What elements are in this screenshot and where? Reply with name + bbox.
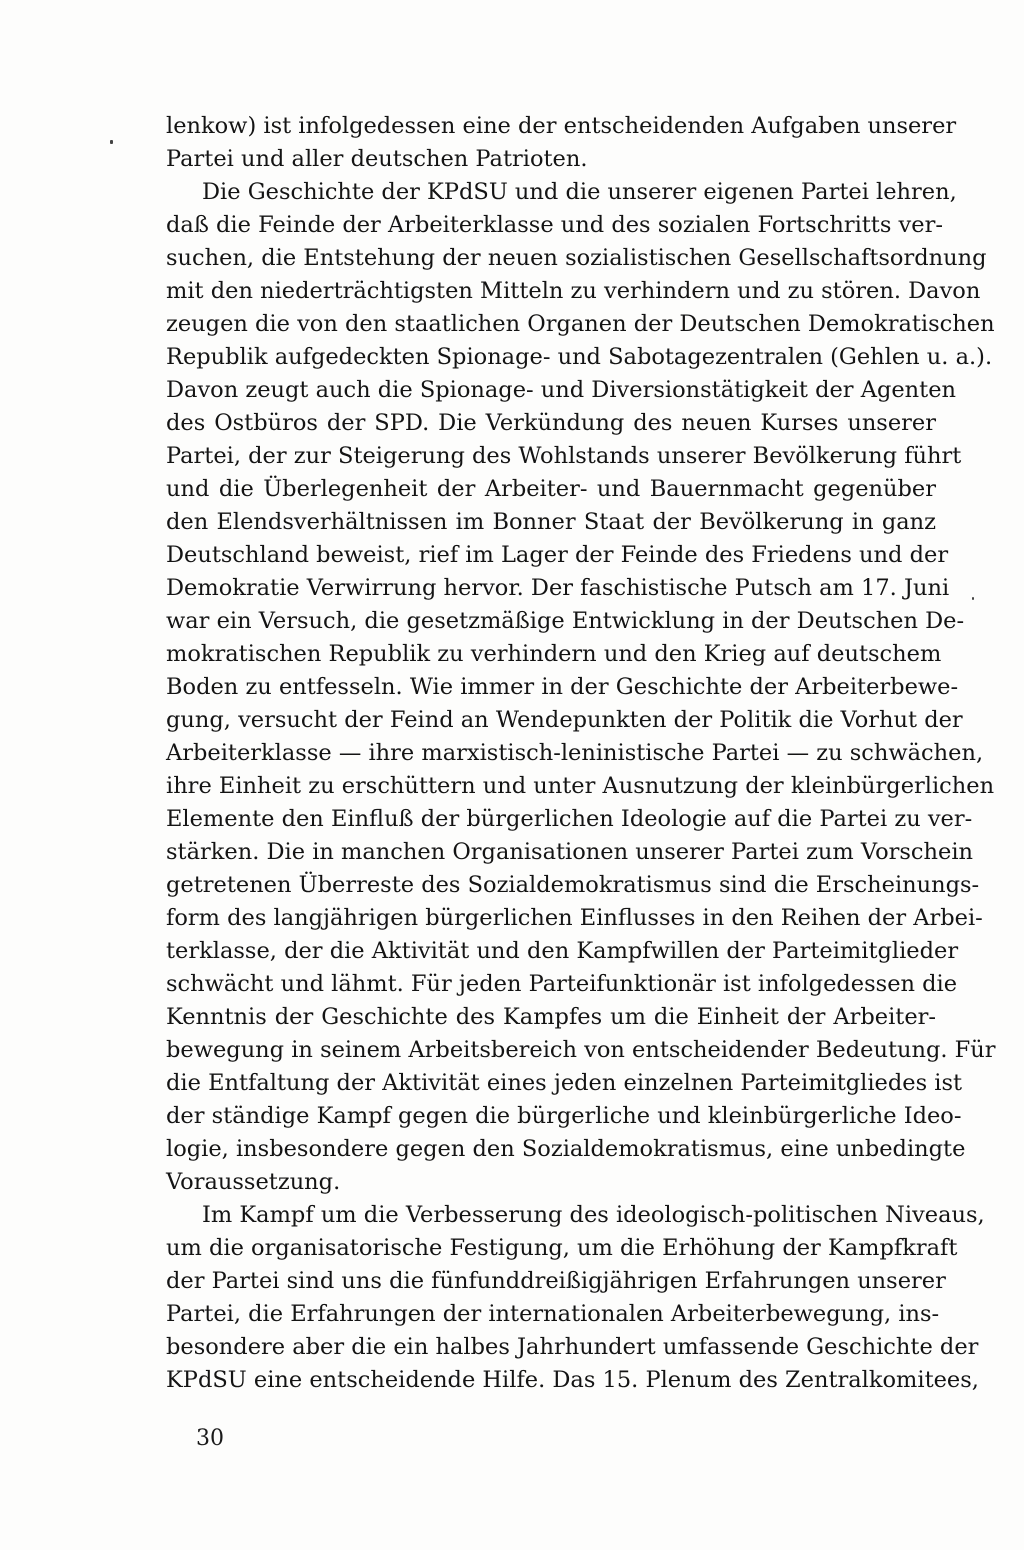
text-line: KPdSU eine entscheidende Hilfe. Das 15. Plenum des Zentralkomitees,	[166, 1367, 979, 1393]
text-line: Demokratie Verwirrung hervor. Der faschistische Putsch am 17. Juni	[166, 575, 950, 601]
text-line: Partei, der zur Steigerung des Wohlstands unserer Bevölkerung führt	[166, 443, 962, 469]
text-line: Republik aufgedeckten Spionage- und Sabotagezentralen (Gehlen u. a.).	[166, 344, 993, 370]
text-line: form des langjährigen bürgerlichen Einflusses in den Reihen der Arbei-	[166, 905, 983, 931]
text-line: daß die Feinde der Arbeiterklasse und des sozialen Fortschritts ver-	[166, 212, 943, 238]
text-line: mokratischen Republik zu verhindern und den Krieg auf deutschem	[166, 641, 942, 667]
text-line: den Elendsverhältnissen im Bonner Staat der Bevölkerung in ganz	[166, 509, 936, 535]
text-line: Voraussetzung.	[166, 1169, 341, 1195]
text-line: war ein Versuch, die gesetzmäßige Entwicklung in der Deutschen De-	[166, 608, 965, 634]
text-line: ihre Einheit zu erschüttern und unter Ausnutzung der kleinbürgerlichen	[166, 773, 995, 799]
text-line: um die organisatorische Festigung, um die Erhöhung der Kampfkraft	[166, 1235, 958, 1261]
ink-speck	[972, 597, 974, 600]
text-line: lenkow) ist infolgedessen eine der entscheidenden Aufgaben unserer	[166, 113, 957, 139]
text-line: der Partei sind uns die fünfunddreißigjährigen Erfahrungen unserer	[166, 1268, 946, 1294]
text-line: Deutschland beweist, rief im Lager der Feinde des Friedens und der	[166, 542, 949, 568]
text-line: Kenntnis der Geschichte des Kampfes um die Einheit der Arbeiter-	[166, 1004, 936, 1030]
text-line: gung, versucht der Feind an Wendepunkten der Politik die Vorhut der	[166, 707, 963, 733]
text-line: logie, insbesondere gegen den Sozialdemokratismus, eine unbedingte	[166, 1136, 966, 1162]
text-line: zeugen die von den staatlichen Organen der Deutschen Demokratischen	[166, 311, 995, 337]
text-line: Die Geschichte der KPdSU und die unserer eigenen Partei lehren,	[202, 179, 957, 205]
text-line: Im Kampf um die Verbesserung des ideologisch-politischen Niveaus,	[202, 1202, 985, 1228]
text-line: Davon zeugt auch die Spionage- und Diversionstätigkeit der Agenten	[166, 377, 957, 403]
page-number: 30	[196, 1426, 224, 1451]
text-line: Elemente den Einfluß der bürgerlichen Ideologie auf die Partei zu ver-	[166, 806, 973, 832]
text-line: getretenen Überreste des Sozialdemokratismus sind die Erscheinungs-	[166, 872, 980, 898]
ink-speck	[110, 140, 113, 144]
text-line: suchen, die Entstehung der neuen sozialistischen Gesellschaftsordnung	[166, 245, 987, 271]
text-line: stärken. Die in manchen Organisationen unserer Partei zum Vorschein	[166, 839, 974, 865]
body-text	[166, 110, 996, 1397]
text-line: bewegung in seinem Arbeitsbereich von entscheidender Bedeutung. Für	[166, 1037, 996, 1063]
paragraph	[166, 110, 957, 176]
text-line: Partei und aller deutschen Patrioten.	[166, 146, 588, 172]
paragraph	[166, 1199, 985, 1397]
text-line: mit den niederträchtigsten Mitteln zu verhindern und zu stören. Davon	[166, 278, 981, 304]
text-line: Arbeiterklasse — ihre marxistisch-leninistische Partei — zu schwächen,	[166, 740, 984, 766]
text-line: und die Überlegenheit der Arbeiter- und Bauernmacht gegenüber	[166, 476, 936, 502]
text-line: Partei, die Erfahrungen der internationalen Arbeiterbewegung, ins-	[166, 1301, 940, 1327]
text-line: des Ostbüros der SPD. Die Verkündung des neuen Kurses unserer	[166, 410, 936, 436]
text-line: terklasse, der die Aktivität und den Kampfwillen der Parteimitglieder	[166, 938, 959, 964]
text-line: schwächt und lähmt. Für jeden Parteifunktionär ist infolgedessen die	[166, 971, 958, 997]
text-line: der ständige Kampf gegen die bürgerliche und kleinbürgerliche Ideo-	[166, 1103, 962, 1129]
text-line: besondere aber die ein halbes Jahrhundert umfassende Geschichte der	[166, 1334, 979, 1360]
paragraph	[166, 176, 996, 1199]
text-line: die Entfaltung der Aktivität eines jeden einzelnen Parteimitgliedes ist	[166, 1070, 963, 1096]
text-line: Boden zu entfesseln. Wie immer in der Geschichte der Arbeiterbewe-	[166, 674, 959, 700]
